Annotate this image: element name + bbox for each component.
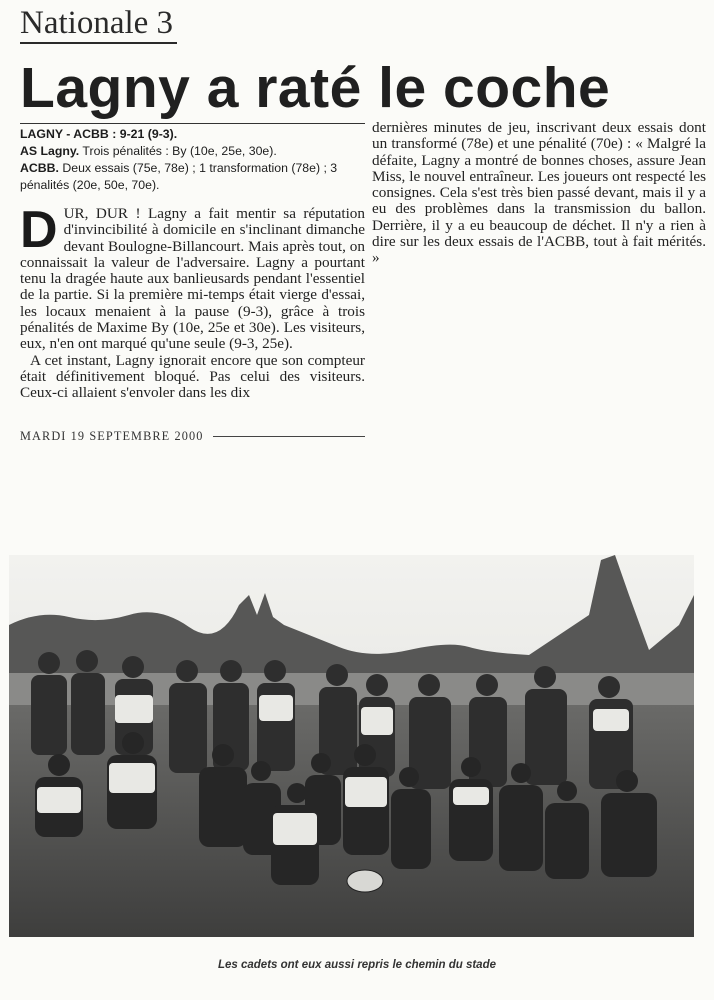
score-line: LAGNY - ACBB : 9-21 (9-3). [20, 127, 178, 141]
article-column-2 [372, 120, 706, 267]
headline: Lagny a raté le coche [20, 56, 611, 120]
acbb-scorers [20, 160, 365, 194]
article-paragraph-1 [20, 201, 365, 353]
score-box [20, 126, 365, 194]
section-title: Nationale 3 [20, 4, 177, 44]
dateline-rule [213, 436, 365, 437]
acbb-text: Deux essais (75e, 78e) ; 1 transformation (78e) ; 3 pénalités (20e, 50e, 70e). [20, 161, 338, 192]
lagny-text: Trois pénalités : By (10e, 25e, 30e). [82, 144, 277, 158]
lagny-scorers [20, 143, 365, 160]
article-column-1 [20, 201, 365, 402]
photo-caption: Les cadets ont eux aussi repris le chemin du stade [217, 959, 497, 971]
divider [20, 123, 365, 124]
date-text: MARDI 19 SEPTEMBRE 2000 [20, 429, 204, 443]
paragraph-1-text: UR, DUR ! Lagny a fait mentir sa réputation d'invincibilité à domicile en s'inclinant dimanche devant Boulogne-Billancourt. Mais après tout, on connaissait la valeur de l'adversaire. Lagny a pourtant tenu la dragée haute aux banlieusards pendant l'essentiel de la partie. Si la première mi-temps était vierge d'essai, les locaux menaient à la pause (9-3), grâce à trois pénalités de Maxime By (10e, 25e et 30e). Les visiteurs, eux, n'en ont marqué qu'une seule (9-3, 25e). [20, 205, 365, 353]
lagny-label: AS Lagny. [20, 144, 80, 158]
article-paragraph-3: dernières minutes de jeu, inscrivant deux essais dont un transformé (78e) et une pénalité (70e) : « Malgré la défaite, Lagny a montré de bonnes choses, assure Jean Miss, le nouvel entraîneur. Les joueurs ont respecté les consignes. Cela s'est très bien passé devant, mais il y a eu des problèmes dans la transmission du ballon. Derrière, il y a eu beaucoup de déchet. Il n'y a rien à dire sur les deux essais de l'ACBB, tout à fait mérités. » [372, 119, 706, 267]
acbb-label: ACBB. [20, 161, 59, 175]
dateline [20, 429, 365, 444]
drop-cap: D [20, 201, 58, 259]
article-paragraph-2: A cet instant, Lagny ignorait encore que son compteur était définitivement bloqué. Pas celui des visiteurs. Ceux-ci allaient s'envoler dans les dix [20, 351, 365, 402]
team-photo-icon [9, 555, 694, 937]
